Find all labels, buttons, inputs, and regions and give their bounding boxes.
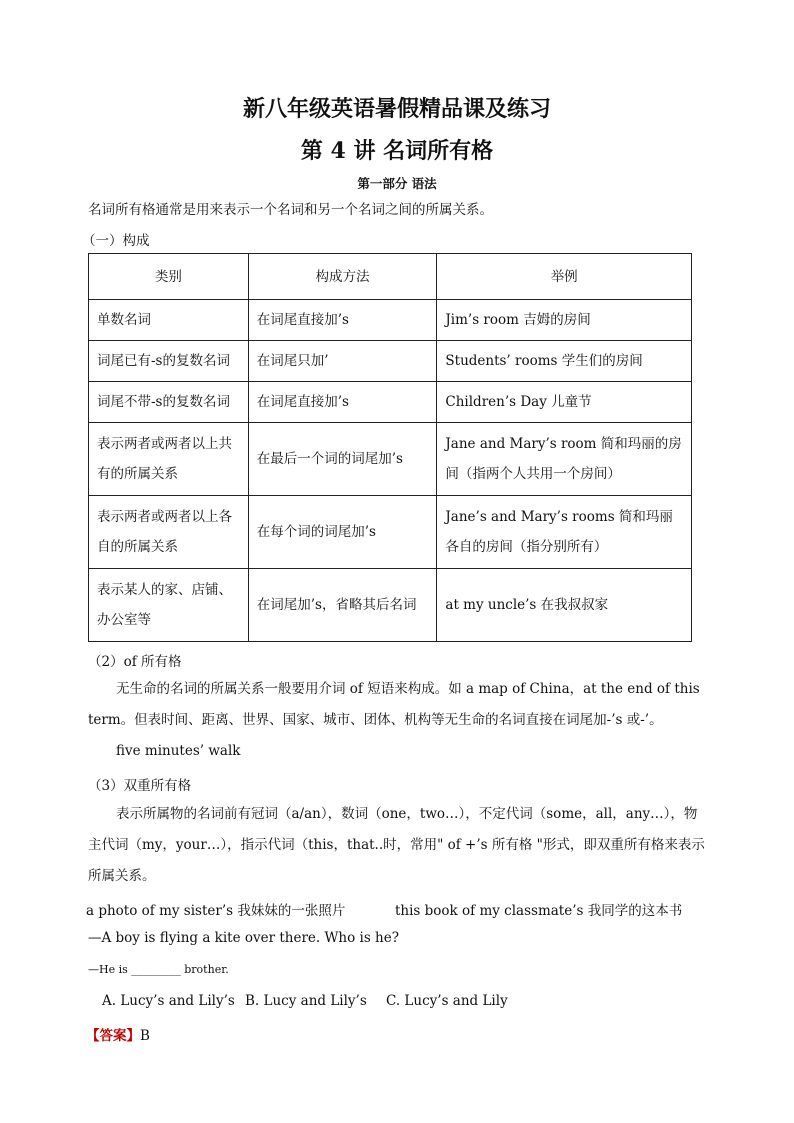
table-cell-example: Jane and Mary’s room 简和玛丽的房间（指两个人共用一个房间） <box>437 423 692 496</box>
table-cell-category: 表示某人的家、店铺、办公室等 <box>89 569 249 642</box>
table-row <box>89 341 692 382</box>
table-cell-method: 在词尾直接加’s <box>248 300 437 341</box>
table-cell-category: 词尾已有-s的复数名词 <box>89 341 249 382</box>
double-possessive-example-1: a photo of my sister’s 我妹妹的一张照片 <box>86 903 346 919</box>
table-cell-example: Jim’s room 吉姆的房间 <box>437 300 692 341</box>
question-line-1: —A boy is flying a kite over there. Who is he? <box>88 930 399 946</box>
table-row <box>89 496 692 569</box>
table-cell-example: Students’ rooms 学生们的房间 <box>437 341 692 382</box>
double-possessive-example-2: this book of my classmate’s 我同学的这本书 <box>395 903 683 919</box>
table-cell-method: 在词尾只加’ <box>248 341 437 382</box>
of-possessive-paragraph: 无生命的名词的所属关系一般要用介词 of 短语来构成。如 a map of China，at the end of this term。但表时间、距离、世界、国家、城市、团体、机构等无生命的名词直接在词尾加-’s 或-’。 <box>88 681 700 728</box>
answer-label: 【答案】 <box>86 1028 140 1044</box>
answer-blank: _________ <box>131 963 181 976</box>
table-header-category: 类别 <box>89 254 249 300</box>
section-heading-double-possessive: （3）双重所有格 <box>88 778 192 794</box>
table-header-row <box>89 254 692 300</box>
document-title: 新八年级英语暑假精品课及练习 <box>242 96 551 122</box>
table-cell-category: 词尾不带-s的复数名词 <box>89 382 249 423</box>
lesson-title: 第 4 讲 名词所有格 <box>300 138 494 164</box>
part-heading: 第一部分 语法 <box>357 176 437 191</box>
section-heading-of-possessive: （2）of 所有格 <box>88 654 182 670</box>
table-cell-category: 表示两者或两者以上共有的所属关系 <box>89 423 249 496</box>
answer-line <box>86 1024 150 1044</box>
table-cell-method: 在词尾直接加’s <box>248 382 437 423</box>
table-cell-method: 在最后一个词的词尾加’s <box>248 423 437 496</box>
table-row <box>89 569 692 642</box>
composition-table <box>88 253 692 642</box>
table-cell-method: 在每个词的词尾加’s <box>248 496 437 569</box>
double-possessive-paragraph: 表示所属物的名词前有冠词（a/an），数词（one，two…），不定代词（some，all，any…），物主代词（my，your…），指示代词（this，that..时，常用" of +’s 所有格 "形式，即双重所有格来表示所属关系。 <box>88 806 705 884</box>
question-prefix: —He is <box>88 963 132 976</box>
table-cell-method: 在词尾加’s，省略其后名词 <box>248 569 437 642</box>
table-row <box>89 382 692 423</box>
table-header-method: 构成方法 <box>248 254 437 300</box>
question-line-2 <box>88 963 229 976</box>
table-cell-example: at my uncle’s 在我叔叔家 <box>437 569 692 642</box>
answer-value: B <box>140 1028 150 1044</box>
table-cell-category: 单数名词 <box>89 300 249 341</box>
table-row <box>89 423 692 496</box>
option-a: A. Lucy’s and Lily’s <box>102 993 235 1009</box>
table-cell-category: 表示两者或两者以上各自的所属关系 <box>89 496 249 569</box>
intro-text: 名词所有格通常是用来表示一个名词和另一个名词之间的所属关系。 <box>88 202 493 218</box>
table-cell-example: Jane’s and Mary’s rooms 简和玛丽各自的房间（指分别所有） <box>437 496 692 569</box>
option-c: C. Lucy’s and Lily <box>386 993 508 1009</box>
table-cell-example: Children’s Day 儿童节 <box>437 382 692 423</box>
of-possessive-example: five minutes’ walk <box>116 743 241 759</box>
table-header-example: 举例 <box>437 254 692 300</box>
table-row <box>89 300 692 341</box>
question-suffix: brother. <box>180 963 229 976</box>
section-heading-composition: （一）构成 <box>82 233 150 249</box>
option-b: B. Lucy and Lily’s <box>245 993 367 1009</box>
